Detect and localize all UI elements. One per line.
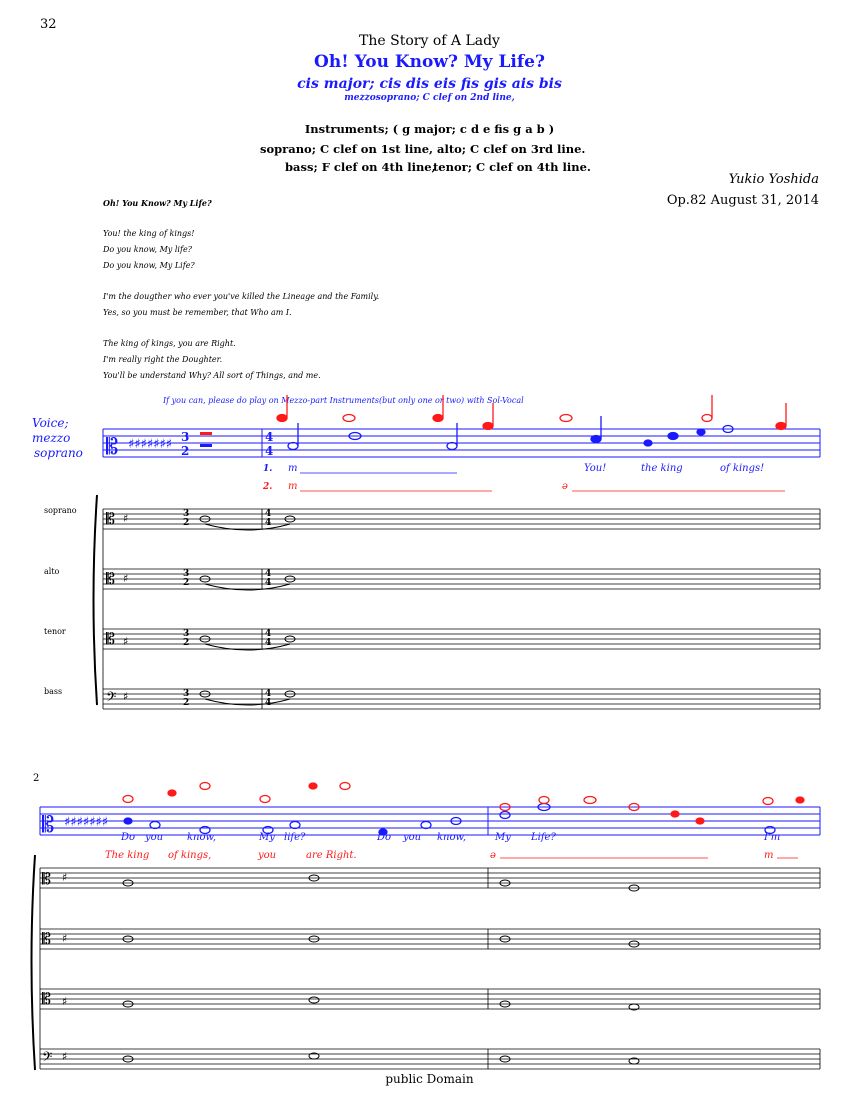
lyric: Do — [121, 832, 136, 843]
measure-number: 2 — [33, 773, 40, 784]
sharp-icon: ♯ — [123, 635, 129, 648]
page-number: 32 — [40, 17, 57, 32]
performance-note: If you can, please do play on Mezzo-part Instruments(but only one or two) with Sol-Vocal — [163, 396, 524, 405]
clef-icon: 𝄡 — [106, 509, 115, 528]
voice-label-line: Voice; — [32, 416, 69, 430]
lyric: m — [288, 481, 298, 492]
svg-text:2: 2 — [183, 578, 190, 588]
svg-text:4: 4 — [265, 578, 272, 588]
clef-icon: 𝄡 — [42, 813, 55, 838]
lyric: m — [288, 463, 298, 474]
poem-line: I'm really right the Doughter. — [103, 355, 223, 364]
lyric: of kings, — [168, 850, 212, 861]
lyric: ə — [562, 481, 568, 492]
poem-line: The king of kings, you are Right. — [103, 339, 236, 348]
sharp-icon: ♯ — [123, 690, 129, 703]
svg-text:4: 4 — [265, 569, 272, 579]
lyric: You! — [584, 463, 607, 474]
sharp-icon: ♯ — [62, 995, 68, 1008]
instruments-line-2a: soprano; C clef on 1st line, — [260, 142, 434, 156]
clef-icon: 𝄢 — [42, 1049, 53, 1068]
verse-number: 1. — [263, 464, 273, 474]
svg-text:4: 4 — [265, 629, 272, 639]
clef-icon: 𝄡 — [42, 989, 51, 1008]
instruments-line-2b: alto; C clef on 3rd line. — [437, 142, 586, 156]
sharp-icon: ♯ — [62, 932, 68, 945]
clef-line: mezzosoprano; C clef on 2nd line, — [344, 93, 515, 103]
poem-line: I'm the dougther who ever you've killed the Lineage and the Family. — [103, 292, 380, 301]
poem-line: You'll be understand Why? All sort of Things, and me. — [103, 371, 321, 380]
lyric: know, — [437, 832, 467, 843]
lyric: you — [258, 850, 277, 861]
page-title: Oh! You Know? My Life? — [314, 52, 545, 72]
instruments-line-1: Instruments; ( g major; c d e fis g a b ) — [304, 122, 555, 136]
sharp-icon: ♯ — [62, 1050, 68, 1063]
lyric: My — [259, 832, 275, 843]
svg-text:3: 3 — [183, 629, 190, 639]
svg-text:4: 4 — [265, 638, 272, 648]
instruments-line-3b: tenor; C clef on 4th line. — [433, 160, 591, 174]
voice-label-line: mezzo — [32, 431, 71, 445]
instruments-line-3a: bass; F clef on 4th line, — [285, 160, 436, 174]
clef-icon: 𝄡 — [42, 929, 51, 948]
lyric: The king — [105, 850, 150, 861]
key-signature-icon: ♯♯♯♯♯♯♯ — [64, 815, 109, 830]
time-signature: 2 — [181, 444, 190, 458]
lyric: life? — [284, 832, 306, 843]
svg-text:4: 4 — [265, 509, 272, 519]
poem-line: Do you know, My life? — [103, 245, 192, 254]
time-signature: 4 — [265, 430, 274, 444]
clef-icon: 𝄡 — [106, 435, 119, 460]
svg-text:4: 4 — [265, 698, 272, 708]
instrument-label-alto: alto — [44, 567, 60, 576]
svg-text:3: 3 — [183, 689, 190, 699]
footer: public Domain — [385, 1072, 474, 1086]
lyric: know, — [187, 832, 217, 843]
instrument-label-soprano: soprano — [44, 506, 77, 515]
lyric: you — [403, 832, 422, 843]
lyric: Life? — [531, 832, 556, 843]
sharp-icon: ♯ — [123, 572, 129, 585]
lyric: the king — [641, 463, 683, 474]
sharp-icon: ♯ — [62, 871, 68, 884]
svg-text:3: 3 — [183, 509, 190, 519]
opus-date: Op.82 August 31, 2014 — [666, 193, 819, 208]
clef-icon: 𝄡 — [42, 869, 51, 888]
lyric: m — [764, 850, 774, 861]
time-signature: 3 — [181, 430, 190, 444]
svg-text:2: 2 — [183, 698, 190, 708]
instrument-label-bass: bass — [44, 687, 63, 696]
lyric: ə — [490, 850, 496, 861]
clef-icon: 𝄢 — [106, 689, 117, 708]
poem-line: Do you know, My Life? — [103, 261, 195, 270]
key-signature-icon: ♯♯♯♯♯♯♯ — [128, 437, 173, 452]
poem-line: Yes, so you must be remember, that Who am I. — [103, 308, 292, 317]
lyric: I'm — [764, 832, 781, 843]
lyric: are Right. — [306, 850, 357, 861]
composer: Yukio Yoshida — [728, 172, 819, 187]
clef-icon: 𝄡 — [106, 569, 115, 588]
key-signature-line: cis major; cis dis eis fis gis ais bis — [297, 76, 562, 92]
svg-text:3: 3 — [183, 569, 190, 579]
poem-line: You! the king of kings! — [103, 229, 195, 238]
svg-text:2: 2 — [183, 518, 190, 528]
verse-number: 2. — [263, 482, 273, 492]
lyric: of kings! — [720, 463, 765, 474]
poem-title: Oh! You Know? My Life? — [103, 198, 212, 208]
instrument-label-tenor: tenor — [44, 627, 66, 636]
clef-icon: 𝄡 — [106, 629, 115, 648]
svg-text:4: 4 — [265, 518, 272, 528]
svg-text:4: 4 — [265, 689, 272, 699]
lyric: Do — [377, 832, 392, 843]
time-signature: 4 — [265, 444, 274, 458]
lyric: My — [495, 832, 511, 843]
subtitle: The Story of A Lady — [359, 33, 500, 49]
lyric: you — [145, 832, 164, 843]
sharp-icon: ♯ — [123, 512, 129, 525]
svg-text:2: 2 — [183, 638, 190, 648]
voice-label-line: soprano — [34, 446, 83, 460]
